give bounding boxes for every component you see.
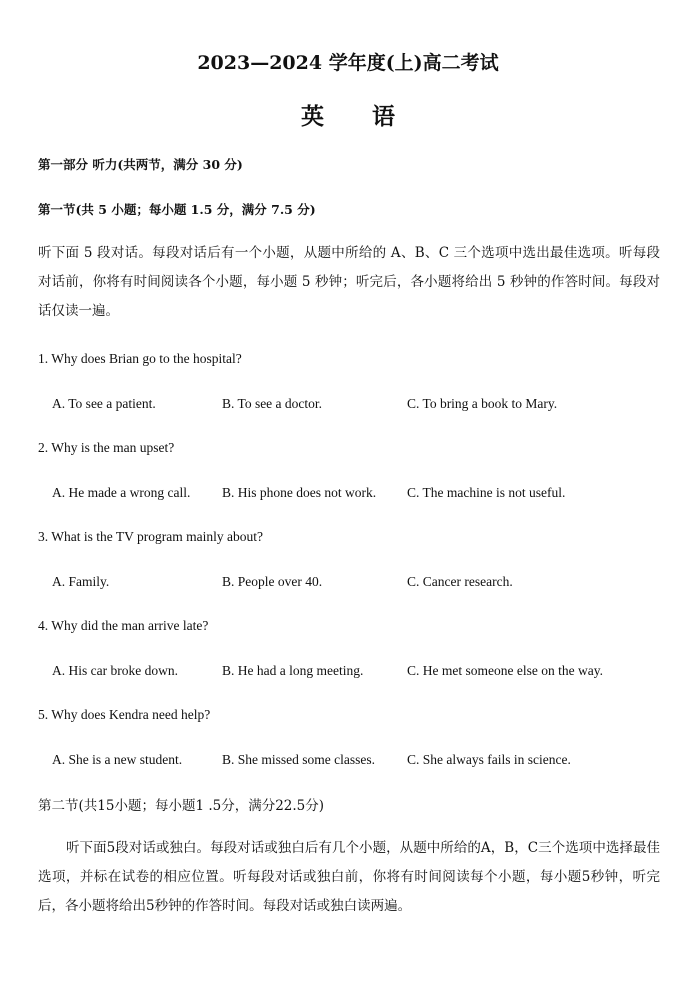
question-stem: 3. What is the TV program mainly about?: [38, 529, 263, 544]
option-c: C. Cancer research.: [407, 574, 513, 589]
question-stem: 1. Why does Brian go to the hospital?: [38, 351, 242, 366]
option-a: A. To see a patient.: [52, 396, 156, 411]
option-c: C. To bring a book to Mary.: [407, 396, 558, 411]
section1-heading: 第一节(共 5 小题；每小题 1.5 分，满分 7.5 分): [38, 202, 316, 217]
question-stem: 2. Why is the man upset?: [38, 440, 175, 455]
option-a: A. His car broke down.: [52, 663, 178, 678]
option-a: A. He made a wrong call.: [52, 485, 191, 500]
option-a: A. Family.: [52, 574, 110, 589]
subject-title: 英 语: [300, 103, 415, 130]
option-b: B. To see a doctor.: [222, 396, 323, 411]
option-a: A. She is a new student.: [52, 752, 183, 767]
option-b: B. His phone does not work.: [222, 485, 377, 500]
option-b: B. People over 40.: [222, 574, 323, 589]
option-c: C. The machine is not useful.: [407, 485, 566, 500]
option-b: B. She missed some classes.: [222, 752, 375, 767]
option-c: C. She always fails in science.: [407, 752, 571, 767]
option-b: B. He had a long meeting.: [222, 663, 364, 678]
question-stem: 4. Why did the man arrive late?: [38, 618, 209, 633]
section2-instructions: 听下面5段对话或独白。每段对话或独白后有几个小题，从题中所给的A，B，C三个选项中选择最佳选项，并标在试卷的相应位置。听每段对话或独白前，你将有时间阅读每个小题，每小题5秒钟，听完后，各小题将给出5秒钟的作答时间。每段对话或独白读两遍。: [38, 840, 660, 914]
exam-title: 2023—2024 学年度(上)高二考试: [197, 52, 499, 74]
section2-heading: 第二节(共15小题；每小题1 .5分，满分22.5分): [38, 798, 325, 814]
option-c: C. He met someone else on the way.: [407, 663, 603, 678]
section1-instructions: 听下面 5 段对话。每段对话后有一个小题，从题中所给的 A、B、C 三个选项中选出最佳选项。听每段对话前，你将有时间阅读各个小题，每小题 5 秒钟；听完后，各小题将给出 5 秒钟的作答时间。每段对话仅读一遍。: [38, 245, 660, 319]
question-stem: 5. Why does Kendra need help?: [38, 707, 211, 722]
part1-heading: 第一部分 听力(共两节，满分 30 分): [38, 157, 243, 172]
